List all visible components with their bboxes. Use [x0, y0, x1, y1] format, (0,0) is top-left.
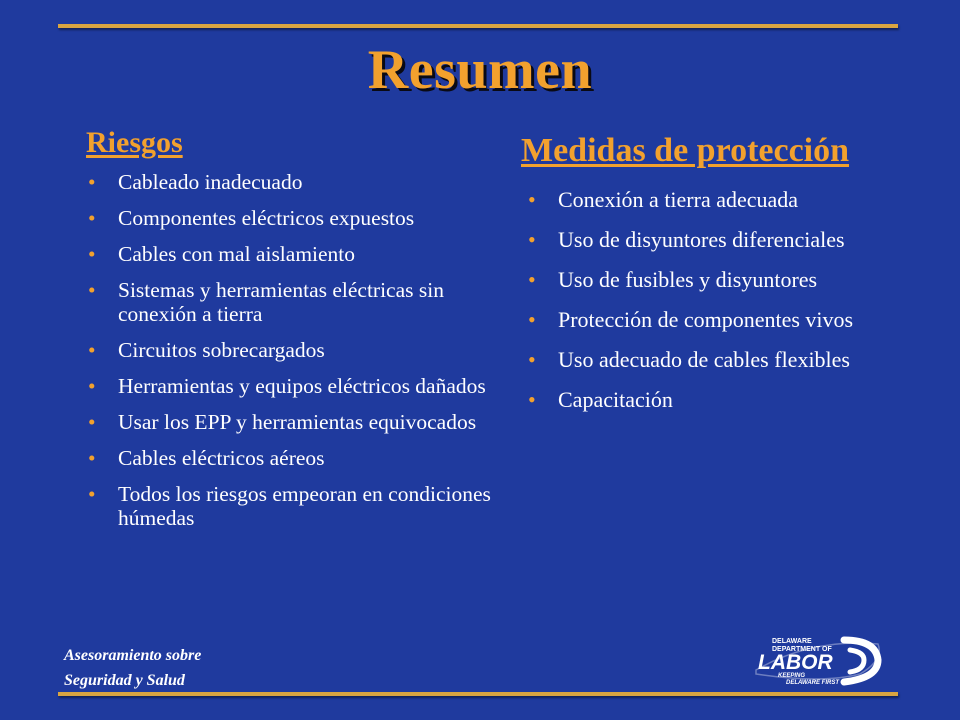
- protection-list: [528, 182, 898, 422]
- protection-item-text: Uso de disyuntores diferenciales: [558, 227, 845, 252]
- protection-item-text: Conexión a tierra adecuada: [558, 187, 799, 212]
- risk-item-text: Sistemas y herramientas eléctricas sin conexión a tierra: [118, 278, 444, 326]
- risk-item-text: Todos los riesgos empeoran en condiciones húmedas: [118, 482, 491, 530]
- bullet-icon: •: [88, 338, 96, 362]
- logo-text: DELAWARE FIRST: [786, 680, 840, 686]
- protection-item: [528, 382, 898, 418]
- risk-item-text: Cableado inadecuado: [118, 170, 303, 194]
- risk-item: [88, 446, 498, 470]
- risk-item: [88, 206, 498, 230]
- bullet-icon: •: [528, 267, 536, 292]
- bullet-icon: •: [88, 170, 96, 194]
- risk-item: [88, 410, 498, 434]
- delaware-labor-logo: [752, 634, 886, 686]
- risks-heading: Riesgos: [86, 126, 183, 159]
- bullet-icon: •: [88, 410, 96, 434]
- risk-item: [88, 278, 498, 326]
- footer-line: Seguridad y Salud: [64, 672, 185, 689]
- logo-text: KEEPING: [778, 673, 806, 679]
- protection-item-text: Uso adecuado de cables flexibles: [558, 347, 850, 372]
- risk-item-text: Componentes eléctricos expuestos: [118, 206, 415, 230]
- risk-item: [88, 242, 498, 266]
- bullet-icon: •: [88, 446, 96, 470]
- protection-item-text: Protección de componentes vivos: [558, 307, 854, 332]
- risk-item-text: Circuitos sobrecargados: [118, 338, 325, 362]
- risk-item-text: Usar los EPP y herramientas equivocados: [118, 410, 477, 434]
- protection-item: [528, 342, 898, 378]
- bottom-rule: [58, 692, 898, 696]
- top-rule: [58, 24, 898, 28]
- footer-line: Asesoramiento sobre: [64, 647, 202, 664]
- protection-item: [528, 222, 898, 258]
- slide-title: Resumen: [367, 39, 593, 101]
- protection-item: [528, 182, 898, 218]
- protection-item-text: Uso de fusibles y disyuntores: [558, 267, 818, 292]
- risk-item: [88, 482, 498, 530]
- bullet-icon: •: [528, 307, 536, 332]
- risk-item: [88, 170, 498, 194]
- bullet-icon: •: [528, 227, 536, 252]
- protection-item: [528, 262, 898, 298]
- bullet-icon: •: [528, 347, 536, 372]
- bullet-icon: •: [528, 187, 536, 212]
- risk-item: [88, 374, 498, 398]
- bullet-icon: •: [528, 387, 536, 412]
- protection-heading: Medidas de protección: [521, 132, 850, 169]
- bullet-icon: •: [88, 482, 96, 506]
- logo-text: DEPARTMENT OF: [772, 646, 832, 653]
- risk-item-text: Cables eléctricos aéreos: [118, 446, 325, 470]
- risk-item-text: Herramientas y equipos eléctricos dañados: [118, 374, 486, 398]
- footer-caption: [64, 643, 201, 693]
- bullet-icon: •: [88, 206, 96, 230]
- protection-item: [528, 302, 898, 338]
- bullet-icon: •: [88, 242, 96, 266]
- logo-text: DELAWARE: [772, 638, 812, 645]
- risks-list: [88, 170, 498, 542]
- logo-wordmark: LABOR: [758, 651, 833, 674]
- protection-item-text: Capacitación: [558, 387, 673, 412]
- bullet-icon: •: [88, 374, 96, 398]
- risk-item: [88, 338, 498, 362]
- bullet-icon: •: [88, 278, 96, 302]
- risk-item-text: Cables con mal aislamiento: [118, 242, 356, 266]
